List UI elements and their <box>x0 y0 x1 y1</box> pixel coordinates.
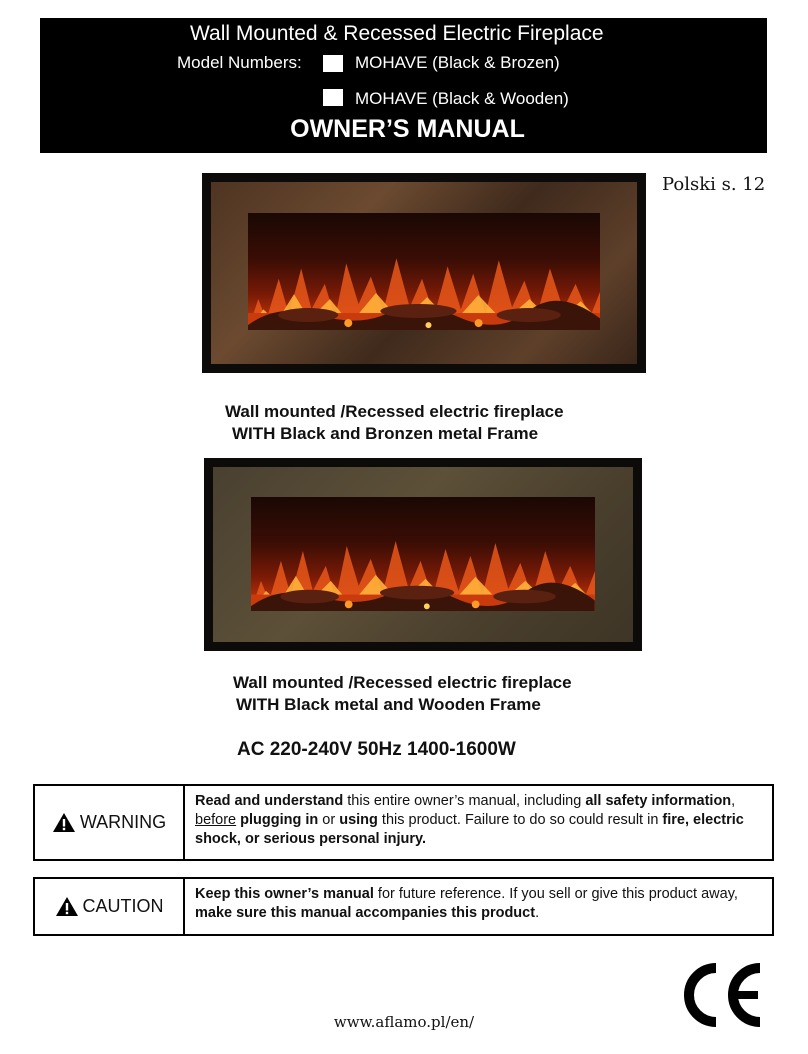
warning-text: Read and understand this entire owner’s manual, including all safety information, before plugging in or using this product. Failure to do so could result in fire, electric shock, or serious personal injury. <box>195 793 744 847</box>
header-banner <box>40 18 767 153</box>
model-checkbox-bronzen[interactable] <box>323 55 343 72</box>
warning-triangle-icon <box>52 812 76 833</box>
caption-line-2: WITH Black metal and Wooden Frame <box>236 695 541 714</box>
caption-line-1: Wall mounted /Recessed electric fireplace <box>233 673 572 692</box>
warning-label-cell <box>35 786 185 859</box>
logs-graphic <box>248 295 600 330</box>
caution-label-cell <box>35 879 185 934</box>
caption-wooden <box>233 672 572 716</box>
caution-box <box>33 877 774 936</box>
logs-graphic <box>251 577 595 611</box>
firebox <box>251 497 595 611</box>
fireplace-image-bronzen <box>202 173 646 373</box>
warning-label: WARNING <box>79 812 167 832</box>
footer-url[interactable]: www.aflamo.pl/en/ <box>333 1013 475 1031</box>
model-option-bronzen: MOHAVE (Black & Brozen) <box>355 53 560 72</box>
caution-triangle-icon <box>55 896 79 917</box>
caption-line-2: WITH Black and Bronzen metal Frame <box>232 424 539 443</box>
model-numbers-label: Model Numbers: <box>177 53 302 72</box>
caution-text: Keep this owner’s manual for future reference. If you sell or give this product away, make sure this manual accompanies this product. <box>195 886 738 921</box>
caution-label: CAUTION <box>82 896 164 916</box>
fireplace-image-wooden <box>204 458 642 651</box>
owners-manual-title: OWNER’S MANUAL <box>290 115 525 143</box>
caption-line-1: Wall mounted /Recessed electric fireplace <box>225 402 564 421</box>
caption-bronzen <box>225 401 564 445</box>
electrical-spec: AC 220-240V 50Hz 1400-1600W <box>237 739 516 760</box>
model-option-wooden: MOHAVE (Black & Wooden) <box>355 89 569 108</box>
warning-box <box>33 784 774 861</box>
polish-page-reference: Polski s. 12 <box>662 174 766 195</box>
model-checkbox-wooden[interactable] <box>323 89 343 106</box>
firebox <box>248 213 600 330</box>
document-title: Wall Mounted & Recessed Electric Fireplace <box>190 22 604 45</box>
